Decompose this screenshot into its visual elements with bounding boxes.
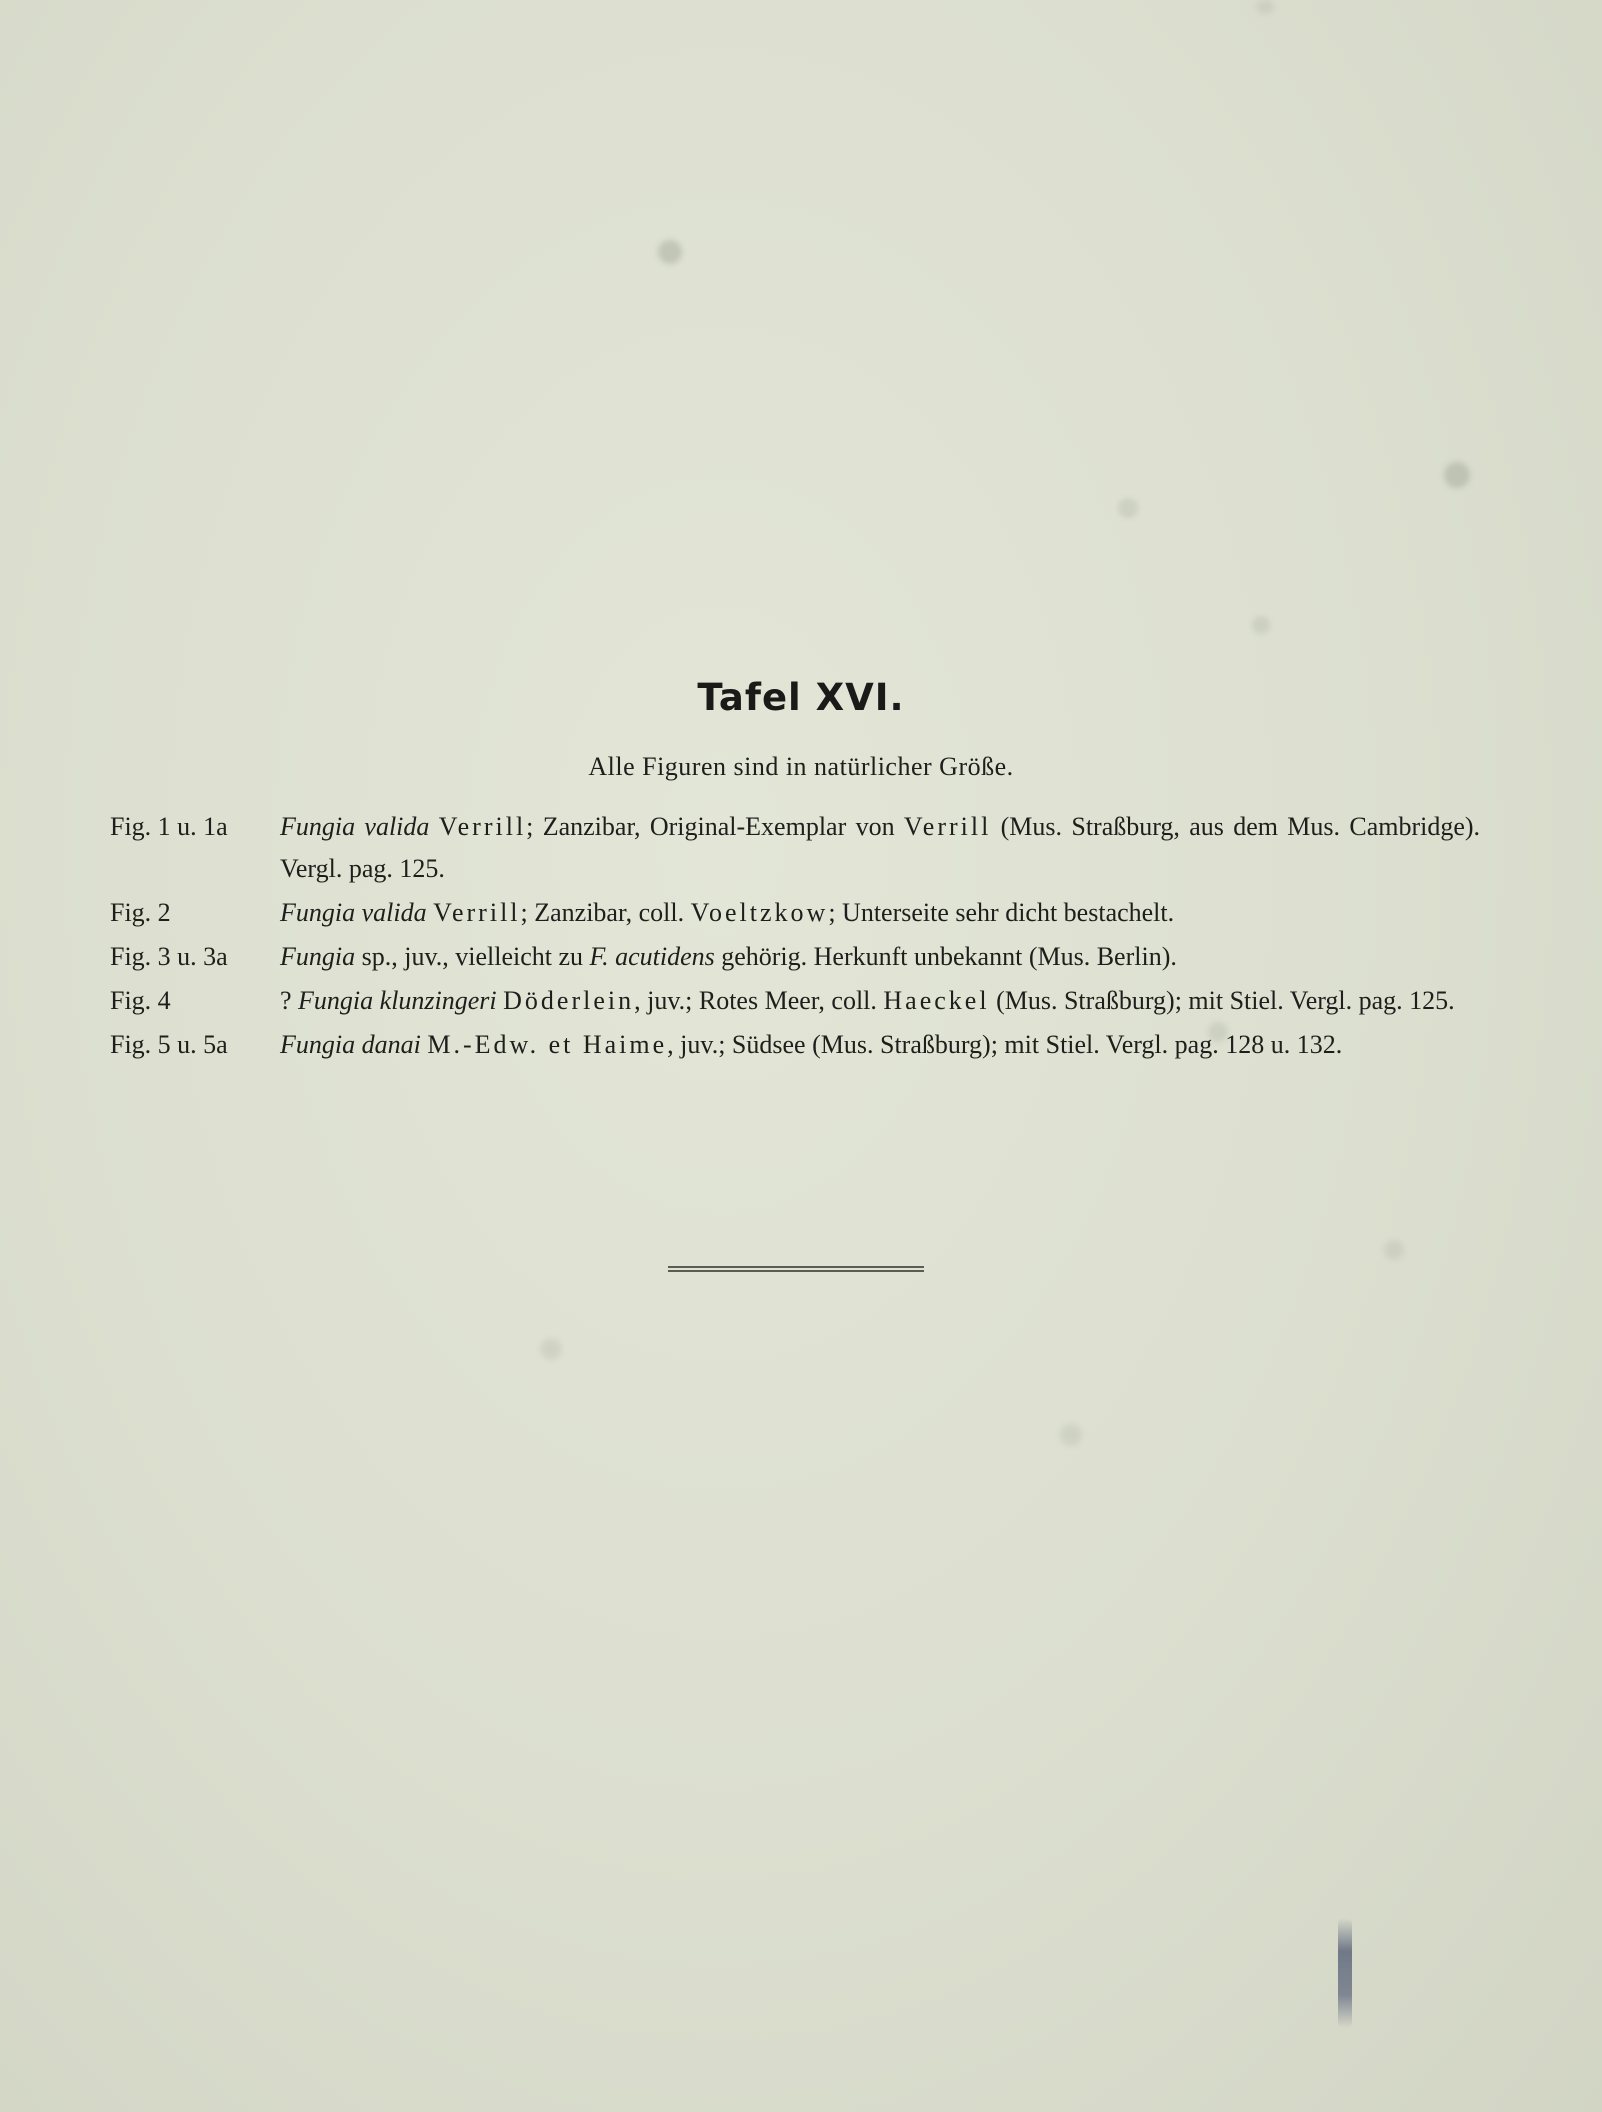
species-name: Fungia valida: [280, 898, 427, 927]
species-name: Fungia danai: [280, 1030, 421, 1059]
paper-spot: [1060, 1424, 1082, 1446]
paper-spot: [1118, 498, 1138, 518]
author-name: Verrill: [903, 812, 992, 841]
legend-entry: [110, 806, 1480, 890]
figure-legend: [110, 806, 1480, 1068]
paper-spot: [540, 1338, 562, 1360]
description-text: , juv.; Südsee (Mus. Straßburg); mit Stiel. Vergl. pag. 128 u. 132.: [667, 1030, 1343, 1059]
description-text: ; Zanzibar, coll.: [520, 898, 685, 927]
figure-number: Fig. 5 u. 5a: [110, 1030, 228, 1059]
figure-number: Fig. 3 u. 3a: [110, 942, 228, 971]
paper-spot: [1384, 1240, 1404, 1260]
plate-subtitle: Alle Figuren sind in natürlicher Größe.: [588, 752, 1014, 781]
figure-description: [280, 1024, 1480, 1066]
description-text: ; Unterseite sehr dicht bestachelt.: [828, 898, 1175, 927]
figure-number: Fig. 2: [110, 898, 171, 927]
description-text: sp., juv., vielleicht zu: [361, 942, 584, 971]
figure-description: [280, 936, 1480, 978]
description-text: (Mus. Straßburg); mit Stiel. Vergl. pag. 125.: [996, 986, 1455, 1015]
description-text: ; Zanzibar, Original-Exemplar von: [526, 812, 895, 841]
figure-description: [280, 806, 1480, 890]
species-name: Fungia valida: [280, 812, 430, 841]
legend-entry: [110, 892, 1480, 934]
author-name: Voeltzkow: [690, 898, 829, 927]
description-text: , juv.; Rotes Meer, coll.: [634, 986, 877, 1015]
legend-entry: [110, 936, 1480, 978]
species-name: Fungia: [280, 942, 356, 971]
paper-spot: [1256, 0, 1274, 14]
figure-number: Fig. 1 u. 1a: [110, 812, 228, 841]
legend-entry: [110, 1024, 1480, 1066]
figure-number: Fig. 4: [110, 986, 171, 1015]
double-rule-divider: [668, 1266, 924, 1272]
description-text: (Mus. Straßburg, aus dem Mus. Cambridge). Vergl. pag. 125.: [280, 812, 1481, 883]
species-name: F. acutidens: [589, 942, 715, 971]
paper-spot: [1444, 462, 1470, 488]
figure-description: [280, 980, 1480, 1022]
author-name: Verrill: [433, 898, 521, 927]
author-name: Döderlein: [503, 986, 635, 1015]
legend-entry: [110, 980, 1480, 1022]
author-name: M.-Edw. et Haime: [427, 1030, 668, 1059]
description-text: gehörig. Herkunft unbekannt (Mus. Berlin).: [721, 942, 1177, 971]
paper-spot: [658, 240, 682, 264]
author-name: Haeckel: [883, 986, 990, 1015]
uncertainty-mark: ?: [280, 986, 292, 1015]
figure-description: [280, 892, 1480, 934]
paper-spot: [1252, 616, 1270, 634]
library-stamp-mark: [1338, 1918, 1352, 2028]
plate-title: Tafel XVI.: [697, 676, 905, 719]
species-name: Fungia klunzingeri: [298, 986, 497, 1015]
author-name: Verrill: [438, 812, 527, 841]
